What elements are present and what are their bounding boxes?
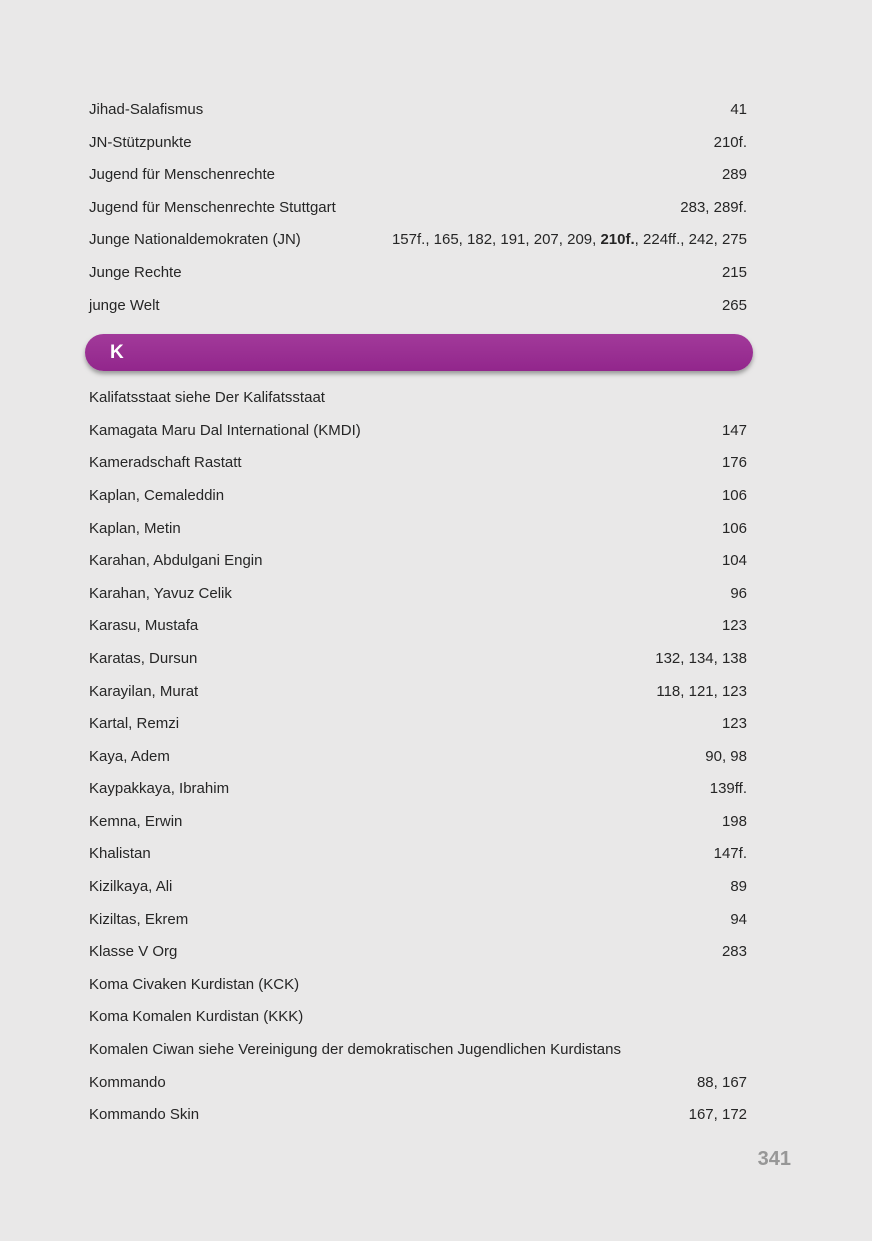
entry-pages: 139ff.	[709, 780, 747, 798]
entry-label: Kaypakkaya, Ibrahim	[89, 780, 230, 798]
page-number: 341	[757, 1148, 791, 1170]
entry-pages: 41	[730, 101, 747, 118]
entry-label: Junge Rechte	[89, 263, 182, 281]
entry-pages: 106	[721, 486, 747, 504]
entry-pages-segment: 157f., 165, 182, 191, 207, 209,	[391, 231, 601, 249]
entry-label: Koma Komalen Kurdistan (KKK)	[89, 1008, 304, 1026]
entry-pages-bold-segment: 210f.	[600, 231, 635, 249]
index-entries-bottom	[89, 382, 747, 1132]
index-entry	[89, 1001, 747, 1034]
entry-pages	[392, 224, 747, 257]
entry-pages: 215	[721, 263, 747, 281]
entry-label: Kaplan, Metin	[89, 519, 181, 537]
entry-label: Kalifatsstaat siehe Der Kalifatsstaat	[89, 389, 325, 407]
index-entry	[89, 806, 747, 839]
entry-pages: 147	[721, 421, 747, 439]
index-entry	[89, 447, 747, 480]
section-letter: K	[110, 342, 124, 364]
index-entry	[89, 838, 747, 871]
index-entry	[89, 545, 747, 578]
entry-label: Junge Nationaldemokraten (JN)	[89, 231, 301, 249]
entry-label: Jugend für Menschenrechte Stuttgart	[89, 198, 336, 216]
index-entry	[89, 1034, 747, 1067]
index-entry	[89, 969, 747, 1002]
index-entry	[89, 676, 747, 709]
entry-pages: 210f.	[713, 133, 747, 151]
entry-label: Karahan, Yavuz Celik	[89, 584, 232, 602]
entry-label: Karasu, Mustafa	[89, 617, 199, 635]
section-banner-k	[85, 334, 753, 371]
index-entry	[89, 290, 747, 323]
index-entry	[89, 741, 747, 774]
entry-pages: 106	[721, 519, 747, 537]
entry-pages: 123	[721, 617, 747, 635]
entry-label: Klasse V Org	[89, 943, 178, 961]
index-entry	[89, 159, 747, 192]
entry-label: JN-Stützpunkte	[89, 133, 192, 151]
index-entry	[89, 1067, 747, 1100]
index-entry	[89, 610, 747, 643]
entry-pages: 289	[721, 166, 747, 184]
entry-label: Kiziltas, Ekrem	[89, 910, 189, 928]
index-entry	[89, 480, 747, 513]
entry-pages: 118, 121, 123	[656, 682, 747, 700]
entry-pages: 147f.	[713, 845, 747, 863]
index-entry	[89, 192, 747, 225]
entry-label: Komalen Ciwan siehe Vereinigung der demokratischen Jugendlichen Kurdistans	[89, 1041, 621, 1059]
index-entry	[89, 127, 747, 160]
entry-pages: 265	[721, 296, 747, 314]
entry-label: junge Welt	[89, 296, 160, 314]
entry-pages: 167, 172	[688, 1106, 747, 1124]
entry-label: Kaplan, Cemaleddin	[89, 486, 225, 504]
entry-label: Kartal, Remzi	[89, 715, 180, 733]
entry-label: Kameradschaft Rastatt	[89, 454, 242, 472]
index-entry	[89, 773, 747, 806]
entry-label: Koma Civaken Kurdistan (KCK)	[89, 975, 300, 993]
index-entry	[89, 224, 747, 257]
index-entry	[89, 643, 747, 676]
index-entry	[89, 708, 747, 741]
entry-label: Jihad-Salafismus	[89, 101, 204, 118]
entry-pages: 89	[730, 878, 747, 896]
entry-label: Kaya, Adem	[89, 747, 170, 765]
index-entry	[89, 578, 747, 611]
entry-label: Kizilkaya, Ali	[89, 878, 173, 896]
entry-pages: 88, 167	[696, 1073, 747, 1091]
index-entry	[89, 382, 747, 415]
entry-pages: 90, 98	[705, 747, 747, 765]
index-entry	[89, 513, 747, 546]
entry-label: Kommando Skin	[89, 1106, 200, 1124]
entry-pages: 283	[721, 943, 747, 961]
entry-pages: 283, 289f.	[680, 198, 747, 216]
index-entry	[89, 904, 747, 937]
index-entries-top	[89, 94, 747, 322]
entry-label: Kamagata Maru Dal International (KMDI)	[89, 421, 361, 439]
entry-label: Kommando	[89, 1073, 166, 1091]
index-entry	[89, 1099, 747, 1132]
entry-label: Jugend für Menschenrechte	[89, 166, 275, 184]
entry-pages: 94	[730, 910, 747, 928]
entry-label: Khalistan	[89, 845, 151, 863]
entry-label: Karahan, Abdulgani Engin	[89, 552, 263, 570]
index-entry	[89, 936, 747, 969]
index-entry	[89, 257, 747, 290]
entry-pages: 132, 134, 138	[655, 649, 747, 667]
index-content	[89, 94, 747, 1132]
index-entry	[89, 415, 747, 448]
entry-pages: 96	[730, 584, 747, 602]
entry-pages-segment: , 224ff., 242, 275	[634, 231, 747, 249]
entry-label: Karayilan, Murat	[89, 682, 199, 700]
entry-pages: 198	[721, 812, 747, 830]
entry-pages: 104	[721, 552, 747, 570]
index-entry	[89, 94, 747, 127]
entry-pages: 123	[721, 715, 747, 733]
entry-label: Karatas, Dursun	[89, 649, 198, 667]
index-entry	[89, 871, 747, 904]
entry-label: Kemna, Erwin	[89, 812, 183, 830]
entry-pages: 176	[721, 454, 747, 472]
